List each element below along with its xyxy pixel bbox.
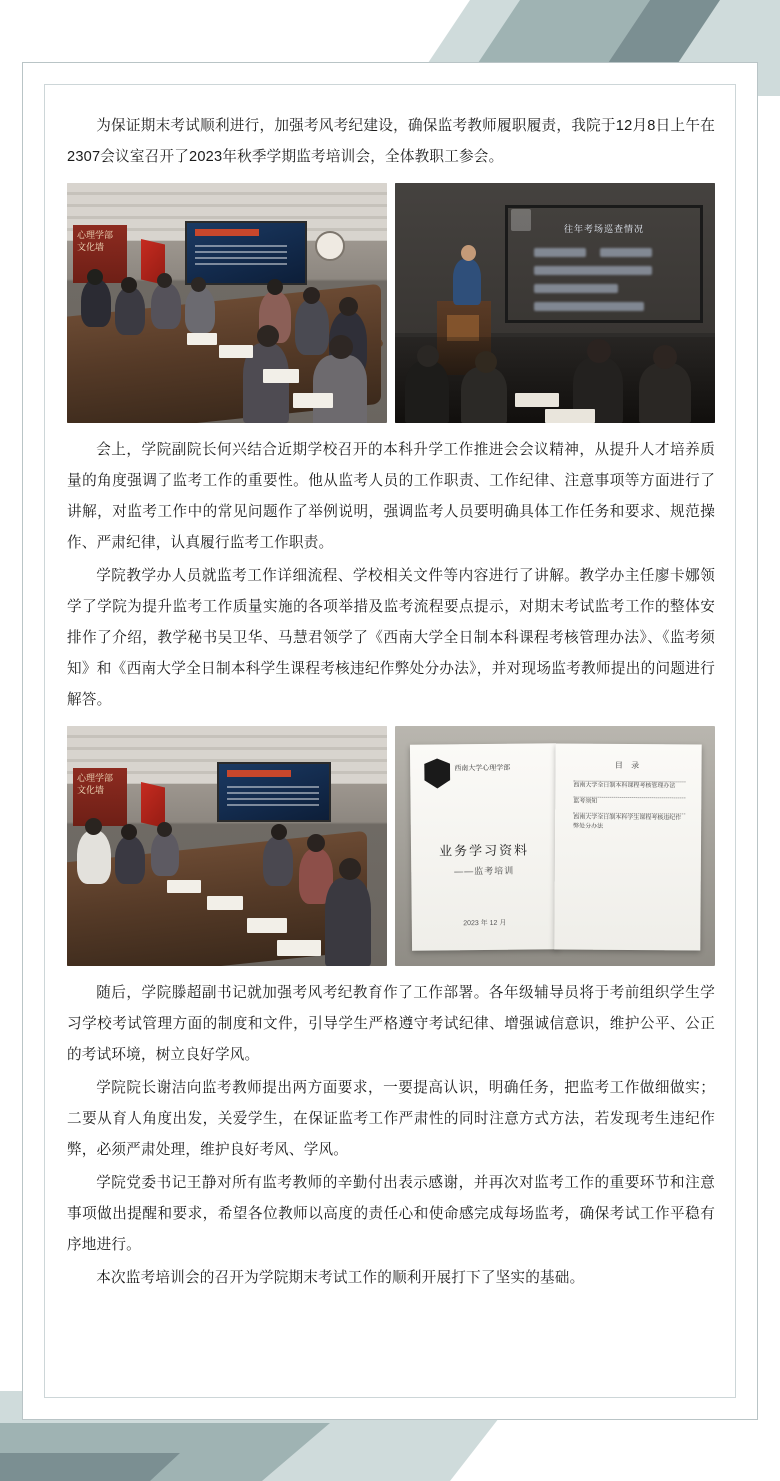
attendee: [307, 834, 325, 852]
figure-row-1: [67, 183, 715, 423]
attendee: [267, 279, 283, 295]
attendee: [271, 824, 287, 840]
attendee: [121, 824, 137, 840]
document-on-table: [187, 333, 217, 345]
blurred-content: [600, 248, 652, 257]
attendee: [185, 287, 215, 333]
speaker-head: [461, 245, 476, 261]
article-content: [67, 111, 715, 1296]
attendee: [461, 367, 507, 423]
national-flag: [141, 782, 165, 828]
blurred-content: [534, 284, 618, 293]
attendee: [417, 345, 439, 367]
blurred-content: [534, 302, 644, 311]
attendee: [115, 836, 145, 884]
attendee: [329, 335, 353, 359]
attendee: [85, 818, 102, 835]
attendee: [157, 273, 172, 288]
figure-row-2: [67, 726, 715, 966]
attendee: [325, 878, 371, 966]
document-on-table: [515, 393, 559, 407]
attendee: [115, 287, 145, 335]
document-on-table: [247, 918, 287, 933]
booklet-toc-heading: 目 录: [614, 760, 643, 771]
document-on-table: [167, 880, 201, 893]
attendee: [257, 325, 279, 347]
wall-banner: 心理学部 文化墙: [73, 768, 127, 826]
paragraph-3: 学院教学办人员就监考工作详细流程、学校相关文件等内容进行了讲解。教学办主任廖卡娜领学了学院为提升监考工作质量实施的各项举措及监考流程要点提示，对期末考试监考工作的整体安排作了介绍，教学秘书吴卫华、马慧君领学了《西南大学全日制本科课程考核管理办法》、《监考须知》和《西南大学全日制本科学生课程考核违纪作弊处分办法》，并对现场监考教师提出的问题进行解答。: [67, 568, 715, 708]
attendee: [157, 822, 172, 837]
wall-screen: [217, 762, 331, 822]
blurred-content: [534, 266, 652, 275]
booklet-date: 2023 年 12 月: [463, 919, 507, 928]
attendee: [77, 830, 111, 884]
booklet-title: 业务学习资料: [438, 842, 530, 859]
university-crest-icon: [424, 758, 450, 788]
document-on-table: [545, 409, 595, 423]
attendee: [639, 363, 691, 423]
attendee: [587, 339, 611, 363]
document-on-table: [219, 345, 253, 358]
toc-item: 监考须知: [573, 796, 685, 799]
attendee: [339, 858, 361, 880]
speaker-body: [453, 259, 481, 305]
meeting-room-photo-1: [67, 183, 387, 423]
attendee: [405, 361, 449, 423]
paragraph-6: 学院党委书记王静对所有监考教师的辛勤付出表示感谢，并再次对监考工作的重要环节和注意事项做出提醒和要求，希望各位教师以高度的责任心和使命感完成每场监考，确保考试工作平稳有序地进行。: [67, 1175, 715, 1253]
attendee: [263, 836, 293, 886]
wall-screen: [185, 221, 307, 285]
paragraph-2: 会上，学院副院长何兴结合近期学校召开的本科升学工作推进会会议精神，从提升人才培养质量的角度强调了监考工作的重要性。他从监考人员的工作职责、工作纪律、注意事项等方面进行了讲解，对监考工作中的常见问题作了举例说明，强调监考人员要明确具体工作任务和要求、规范操作、严肃纪律，认真履行监考工作职责。: [67, 442, 715, 551]
paragraph-7: 本次监考培训会的召开为学院期末考试工作的顺利开展打下了坚实的基础。: [96, 1270, 585, 1286]
attendee: [191, 277, 206, 292]
article-container: [44, 84, 736, 1398]
document-on-table: [277, 940, 321, 956]
study-booklet-photo: [395, 726, 715, 966]
presentation-screen: [505, 205, 703, 323]
toc-item: 西南大学全日制本科学生课程考核违纪作弊处分办法: [573, 812, 685, 815]
attendee: [313, 355, 367, 423]
audience-foreground: [395, 337, 715, 423]
attendee: [339, 297, 358, 316]
paragraph-1: 为保证期末考试顺利进行，加强考风考纪建设，确保监考教师履职履责，我院于12月8日上午在2307会议室召开了2023年秋季学期监考培训会，全体教职工参会。: [67, 118, 715, 165]
document-on-table: [293, 393, 333, 408]
speaker-presentation-photo: [395, 183, 715, 423]
attendee: [295, 299, 329, 355]
screen-title-text: 往年考场巡查情况: [563, 224, 644, 234]
booklet-toc-page: [554, 743, 701, 950]
paragraph-4: 随后，学院滕超副书记就加强考风考纪教育作了工作部署。各年级辅导员将于考前组织学生学习学校考试管理方面的制度和文件，引导学生严格遵守考试纪律、增强诚信意识，维护公平、公正的考试环境，树立良好学风。: [67, 985, 715, 1063]
attendee: [303, 287, 320, 304]
booklet-org-name: 西南大学心理学部: [454, 764, 511, 773]
toc-item: 西南大学全日制本科课程考核管理办法: [573, 780, 685, 783]
wall-banner: 心理学部 文化墙: [73, 225, 127, 283]
attendee: [475, 351, 497, 373]
booklet-cover-page: [410, 743, 558, 951]
attendee: [81, 279, 111, 327]
booklet-subtitle: ——监考培训: [454, 865, 515, 877]
blurred-content: [534, 248, 586, 257]
wall-clock: [315, 231, 345, 261]
document-on-table: [207, 896, 243, 910]
document-on-table: [263, 369, 299, 383]
paragraph-5: 学院院长谢洁向监考教师提出两方面要求，一要提高认识，明确任务，把监考工作做细做实；二要从育人角度出发，关爱学生，在保证监考工作严肃性的同时注意方式方法，若发现考生违纪作弊，必须严肃处理，维护良好考风、学风。: [67, 1080, 715, 1158]
attendee: [151, 832, 179, 876]
attendee: [653, 345, 677, 369]
attendee: [121, 277, 137, 293]
attendee: [87, 269, 103, 285]
meeting-room-photo-2: [67, 726, 387, 966]
attendee: [151, 283, 181, 329]
